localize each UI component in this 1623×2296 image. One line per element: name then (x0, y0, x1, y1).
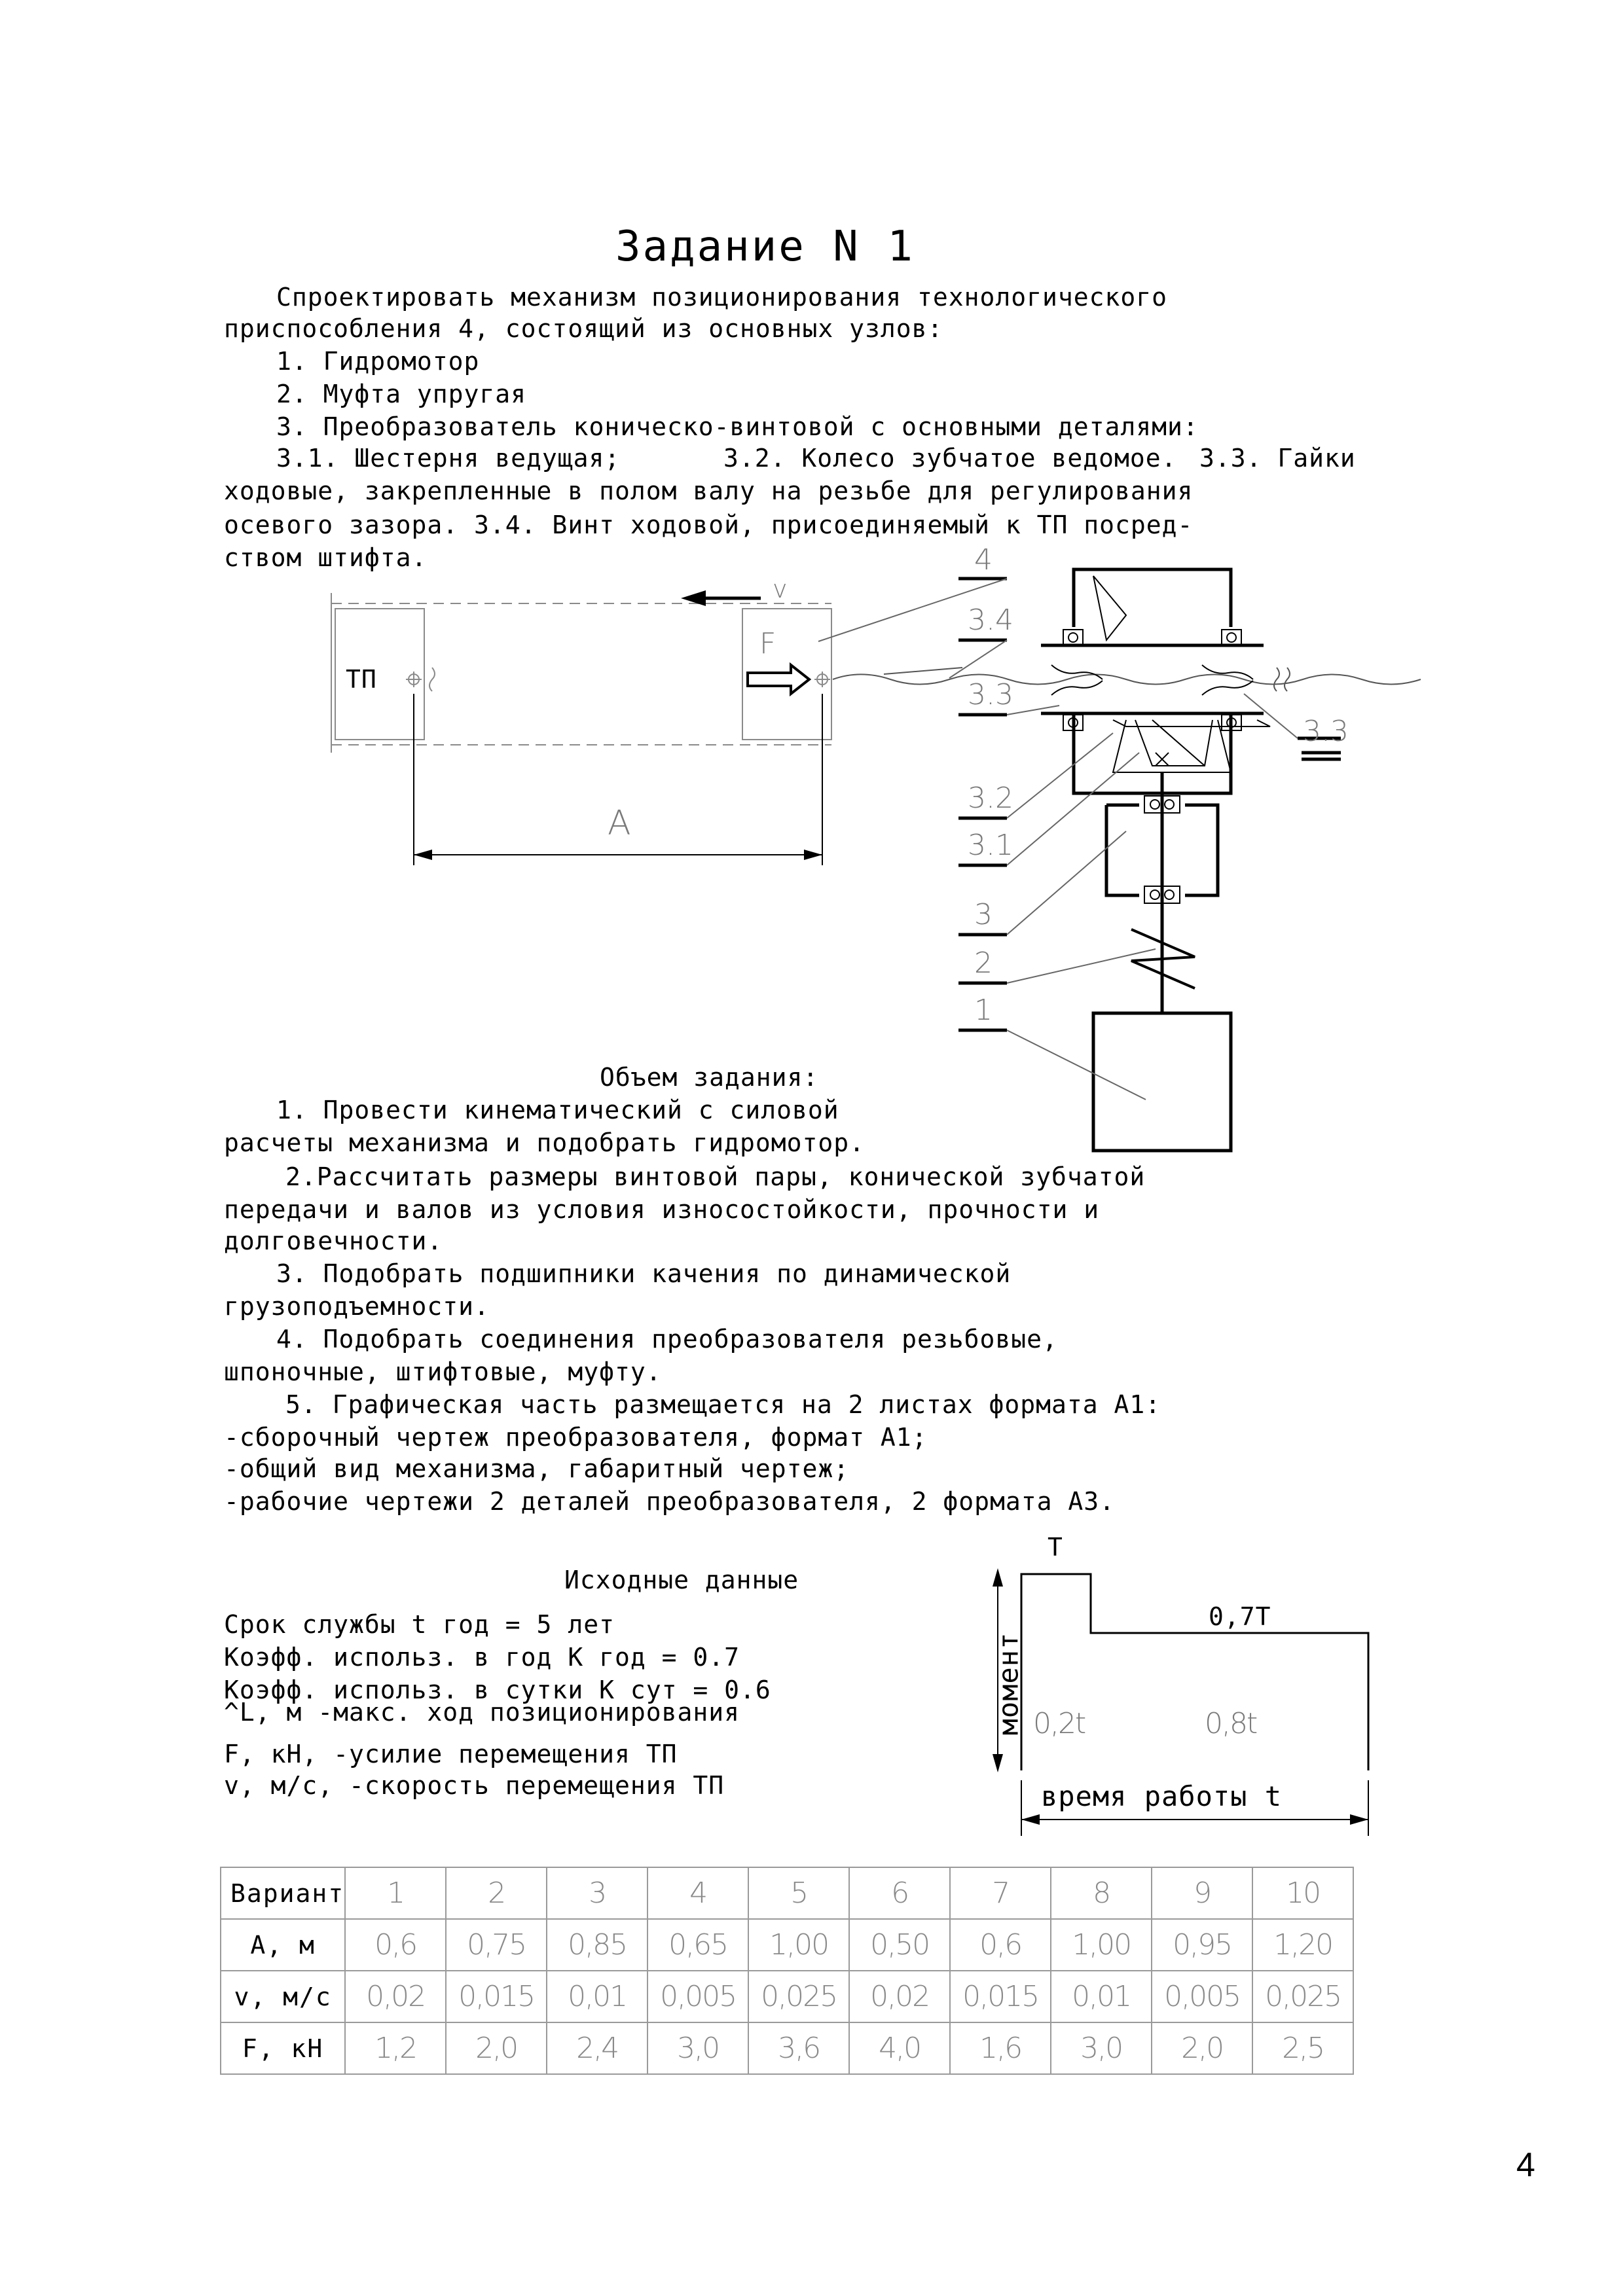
table-cell: 0,015 (446, 1971, 547, 2022)
table-cell: 0,025 (748, 1971, 849, 2022)
leader-lines (818, 579, 1298, 1100)
force-arrow (748, 665, 809, 694)
table-cell: 4,0 (849, 2022, 950, 2074)
table-cell: 1,00 (1051, 1919, 1152, 1971)
scope-line: -общий вид механизма, габаритный чертеж; (224, 1454, 850, 1483)
intro-line: 3. Преобразователь коническо-винтовой с основными деталями: (276, 412, 1199, 441)
table-row (221, 1971, 1353, 2022)
table-cell: 0,01 (547, 1971, 647, 2022)
table-cell: 2,0 (1152, 2022, 1252, 2074)
screw-wave (833, 675, 1421, 685)
tp-label: ТП (346, 665, 377, 694)
scope-line: 4. Подобрать соединения преобразователя резьбовые, (276, 1325, 1058, 1354)
source-line: Коэфф. использ. в год К год = 0.7 (224, 1643, 740, 1672)
page-number: 4 (1516, 2146, 1535, 2184)
scope-line: долговечности. (224, 1227, 443, 1255)
load-level-label: 0,7T (1209, 1602, 1271, 1631)
source-line: F, кН, -усилие перемещения ТП (224, 1740, 678, 1768)
table-cell: 0,005 (647, 1971, 748, 2022)
variant-number: 6 (849, 1867, 950, 1919)
intro-line: осевого зазора. 3.4. Винт ходовой, присоединяемый к ТП посред- (224, 511, 1194, 539)
load-seg1-label: 0,2t (1033, 1707, 1085, 1740)
intro-line: ходовые, закрепленные в полом валу на резьбе для регулирования (224, 476, 1194, 505)
table-cell: 0,02 (345, 1971, 446, 2022)
scope-line: 1. Провести кинематический с силовой (276, 1096, 839, 1124)
table-cell: 0,015 (950, 1971, 1051, 2022)
scope-line: -сборочный чертеж преобразователя, формат А1; (224, 1423, 928, 1452)
intro-line: 3.2. Колесо зубчатое ведомое. (723, 444, 1177, 473)
scope-line: передачи и валов из условия износостойкости, прочности и (224, 1195, 1100, 1224)
table-row (221, 1919, 1353, 1971)
variant-number: 3 (547, 1867, 647, 1919)
callout-label: 3.3 (968, 678, 1013, 711)
v-label: v (773, 575, 788, 603)
table-cell: 0,02 (849, 1971, 950, 2022)
dimension-a-label: A (608, 804, 631, 843)
table-cell: 3,0 (647, 2022, 748, 2074)
callout-label: 3.3 (1303, 715, 1349, 748)
table-cell: 0,025 (1252, 1971, 1353, 2022)
table-cell: 0,85 (547, 1919, 647, 1971)
variants-table (220, 1867, 1354, 2075)
source-line: ^L, м -макс. ход позиционирования (224, 1698, 740, 1727)
callout-label: 3.2 (968, 781, 1013, 815)
table-row (221, 2022, 1353, 2074)
intro-line: 3.3. Гайки (1199, 444, 1356, 473)
row-label: F, кН (221, 2022, 345, 2074)
source-line: v, м/с, -скорость перемещения ТП (224, 1771, 725, 1800)
table-cell: 0,6 (345, 1919, 446, 1971)
table-cell: 3,6 (748, 2022, 849, 2074)
scope-heading: Объем задания: (600, 1063, 819, 1092)
callout-label: 3 (974, 898, 993, 931)
intro-line: приспособления 4, состоящий из основных узлов: (224, 314, 943, 343)
table-cell: 0,01 (1051, 1971, 1152, 2022)
table-cell: 1,2 (345, 2022, 446, 2074)
variant-number: 8 (1051, 1867, 1152, 1919)
table-cell: 0,75 (446, 1919, 547, 1971)
page-title: Задание N 1 (615, 223, 915, 271)
intro-line: 2. Муфта упругая (276, 380, 527, 408)
table-cell: 0,95 (1152, 1919, 1252, 1971)
source-line: Коэфф. использ. в сутки К сут = 0.6 (224, 1676, 771, 1704)
callout-label: 3.4 (968, 603, 1013, 637)
callout-label: 2 (974, 946, 993, 980)
table-cell: 1,00 (748, 1919, 849, 1971)
hydromotor-block (1093, 1013, 1231, 1151)
table-cell: 0,65 (647, 1919, 748, 1971)
f-label: F (759, 627, 776, 660)
converter-housing (1041, 569, 1264, 793)
callout-label: 3.1 (968, 829, 1013, 862)
scope-line: шпоночные, штифтовые, муфту. (224, 1357, 662, 1386)
variant-number: 4 (647, 1867, 748, 1919)
load-y-label: момент (992, 1632, 1025, 1736)
scope-line: грузоподъемности. (224, 1292, 490, 1321)
table-cell: 1,6 (950, 2022, 1051, 2074)
variant-number: 5 (748, 1867, 849, 1919)
load-peak-label: T (1048, 1533, 1063, 1562)
table-cell: 2,4 (547, 2022, 647, 2074)
load-seg2-label: 0,8t (1205, 1707, 1257, 1740)
variant-header: Вариант (221, 1867, 345, 1919)
scope-line: 5. Графическая часть размещается на 2 листах формата А1: (285, 1390, 1161, 1419)
intro-line: Спроектировать механизм позиционирования технологического (276, 283, 1168, 312)
callout-label: 1 (974, 994, 993, 1027)
variant-number: 9 (1152, 1867, 1252, 1919)
scope-line: 3. Подобрать подшипники качения по динамической (276, 1259, 1012, 1288)
table-cell: 3,0 (1051, 2022, 1152, 2074)
table-cell: 0,6 (950, 1919, 1051, 1971)
callout-label: 4 (974, 543, 993, 577)
intro-line: ством штифта. (224, 543, 428, 572)
variant-number: 10 (1252, 1867, 1353, 1919)
load-step-line (1021, 1574, 1368, 1770)
table-cell: 1,20 (1252, 1919, 1353, 1971)
scope-line: расчеты механизма и подобрать гидромотор. (224, 1128, 865, 1157)
scope-line: 2.Рассчитать размеры винтовой пары, конической зубчатой (285, 1162, 1146, 1191)
source-heading: Исходные данные (564, 1566, 799, 1594)
row-label: v, м/с (221, 1971, 345, 2022)
intro-line: 3.1. Шестерня ведущая; (276, 444, 621, 473)
table-cell: 0,50 (849, 1919, 950, 1971)
intro-line: 1. Гидромотор (276, 347, 480, 376)
table-row (221, 1867, 1353, 1919)
variant-number: 1 (345, 1867, 446, 1919)
variant-number: 7 (950, 1867, 1051, 1919)
table-cell: 2,5 (1252, 2022, 1353, 2074)
table-cell: 0,005 (1152, 1971, 1252, 2022)
source-line: Срок службы t год = 5 лет (224, 1610, 615, 1639)
row-label: А, м (221, 1919, 345, 1971)
variant-number: 2 (446, 1867, 547, 1919)
load-x-label: время работы t (1041, 1780, 1283, 1812)
scope-line: -рабочие чертежи 2 деталей преобразователя, 2 формата А3. (224, 1487, 1116, 1516)
table-cell: 2,0 (446, 2022, 547, 2074)
